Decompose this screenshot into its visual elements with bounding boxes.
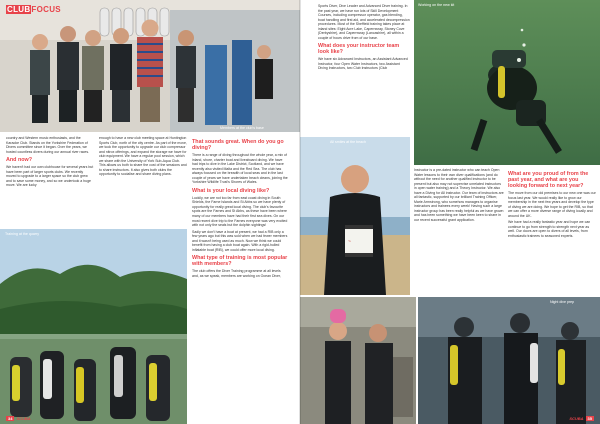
portrait-photo-illustration bbox=[300, 137, 410, 295]
members-photo bbox=[300, 297, 416, 424]
club-label: CLUB bbox=[7, 5, 31, 14]
left-col3-para-2: Luckily, we are not too far from east coast diving in South Shields, the Farne Islands and St Abbs so we have plenty of opportunity for really great local diving. The club's favourite spots are the Farnes and St Abbs, as these have been where many of our members have had their first sea dives. On our most recent dive trip to the Farnes everyone was very excited with not only the seals but the dolphin sightings! bbox=[192, 195, 288, 228]
diver-photo-illustration bbox=[414, 0, 600, 165]
left-col3-heading-2: What is your local diving like? bbox=[192, 187, 270, 194]
spread-gutter bbox=[299, 0, 301, 424]
left-col3-para-3: Sadly we don't have a boat at present, we had a RIB only a few years ago but this was sold when we had fewer members and it wasn't being used as much. Now we think we could benefit from having a club boat again. With a rigid-hulled inflatable boat (RIB), we could offer more local diving. bbox=[192, 229, 288, 252]
left-col3-para-4: The club offers the Diver Training programme at all levels and, as we speak, members are working on Ocean Diver, bbox=[192, 269, 281, 278]
club-focus-label bbox=[6, 5, 61, 14]
right-col1-heading-1: What does your instructor team look like? bbox=[318, 43, 400, 56]
left-magazine-name: SCUBA bbox=[16, 416, 31, 421]
right-col3-para-2: We have had a really fantastic year and hope we can continue to go from strength to strength next year as well. Our doors are open to divers of all levels, from enthusiastic trainees to seasoned experts. bbox=[508, 220, 591, 238]
left-column-3 bbox=[192, 136, 288, 414]
right-col1-para-1: Sports Diver, Dive Leader and Advanced Diver training. In the past year, we have run lots of Skill Development Courses, including compressor operator, gas blending, boat handling and first aid, and accelerated decompression procedures. Most of the Sheffield training takes place at inland sites: Eight Acre Lake, Capernwray, Stoney Cove (Derbyshire), and Capernwray (Lancashire), all within a couple of hours drive from of our base. bbox=[318, 4, 410, 40]
quarry-photo bbox=[0, 229, 187, 424]
right-page-number: 35 bbox=[587, 416, 592, 421]
diver-photo bbox=[414, 0, 600, 165]
group-photo bbox=[0, 0, 300, 132]
night-divers-illustration bbox=[418, 297, 600, 424]
portrait-photo-caption: All smiles at the beach bbox=[330, 140, 366, 144]
diver-photo-caption: Working on the new kit bbox=[418, 3, 455, 7]
quarry-photo-illustration bbox=[0, 229, 187, 424]
left-column-1 bbox=[6, 136, 94, 226]
portrait-photo bbox=[300, 137, 410, 295]
left-footer bbox=[4, 416, 31, 421]
right-column-3 bbox=[508, 168, 596, 292]
right-footer bbox=[569, 416, 596, 421]
right-column-2 bbox=[414, 168, 504, 294]
left-col3-heading-1: That sounds great. When do you go diving? bbox=[192, 139, 284, 151]
right-col3-para-1: The move from our old premises to our new one was our focus last year. We would really like to grow our membership in the next few years and develop the type of diving we are doing. We hope to get the RIB, so that we can offer a more diverse range of diving locally and around the UK. bbox=[508, 191, 596, 218]
right-page bbox=[300, 0, 600, 424]
left-column-2 bbox=[99, 136, 187, 226]
right-column-1 bbox=[318, 4, 410, 134]
quarry-photo-caption: Training at the quarry bbox=[5, 232, 40, 236]
left-col1-heading-1: And now? bbox=[6, 157, 33, 164]
left-col1-para-1: country and Western music enthusiasts, and the Karaoke Club. Stands on the Yorkshire Federation of Divers committee since it began. Over the years, we hosted countless divers during our annual river races. bbox=[6, 136, 90, 154]
left-page-number: 34 bbox=[8, 416, 13, 421]
left-col1-para-2: We haven't had our own clubhouse for several years but have been part of larger sports clubs. We recently moved to upgrade to a larger space so the club grew and to save some money, and so we undertook a huge move. We are lucky bbox=[6, 165, 94, 188]
focus-label: FOCUS bbox=[31, 5, 61, 14]
group-photo-caption: Members at the club's base bbox=[220, 126, 264, 130]
left-col3-para-1: There is a range of diving throughout the whole year, a mix of inland, shore, charter boat and liveaboard diving. We have had trips to dive in the Lake District, Scotland, and we have recently also visited Malta and the Red Sea. The club has always focused on the breadth of local seas and in the last couple of years we have undertaken beach cleans, joining the Yorkshire Wildlife Trust's Shores of Wales. bbox=[192, 153, 288, 185]
left-col3-heading-3: What type of training is most popular with members? bbox=[192, 255, 288, 268]
left-col2-para-1: enough to have a new club meeting space at Huntington Sports Club, north of the city centre. As part of the move, we took the opportunity to upgrade our club compressor and nitrox offerings, and expand the storage we have for club equipment. We have a regular pool session, which we share with the University of York Sub-Aqua Club. This allows us both to share the cost of the sessions and to share instructors. It also gives both clubs the opportunity to socialise and share diving plans. bbox=[99, 136, 187, 177]
right-col1-para-2: We have six Advanced Instructors, an Assistant Advanced Instructor, four Open Water Instructors, two Assistant Diving Instructors, two Club Instructors (Club bbox=[318, 57, 408, 71]
right-col2-para-1: Instructor is a pre-dated instructor who can teach Open Water lessons to their own diver qualifications (and do without the need for another qualified instructor to be present but also may not supervise unrelated instructors in open water training) and a Theory Instructor. We also have a Diving for All instructor. Our team of instructors are all fantastic, supported by our brilliant Training Officer, Marie Armstrong, who somehow manages to organise instructors and trainees every week! Having such a large instructor group has been really helpful as we have grown and has been something we have been keen to share in our recent successful grant application. bbox=[414, 168, 504, 223]
group-photo-illustration bbox=[0, 0, 300, 132]
night-divers-caption: Night dive prep bbox=[550, 300, 575, 304]
right-col3-heading-1: What are you proud of from the past year, and what are you looking forward to next year? bbox=[508, 171, 589, 189]
right-magazine-name: SCUBA bbox=[569, 416, 584, 421]
bottle-logo: ~ bbox=[348, 239, 351, 245]
night-divers-photo bbox=[418, 297, 600, 424]
members-photo-illustration bbox=[300, 297, 416, 424]
